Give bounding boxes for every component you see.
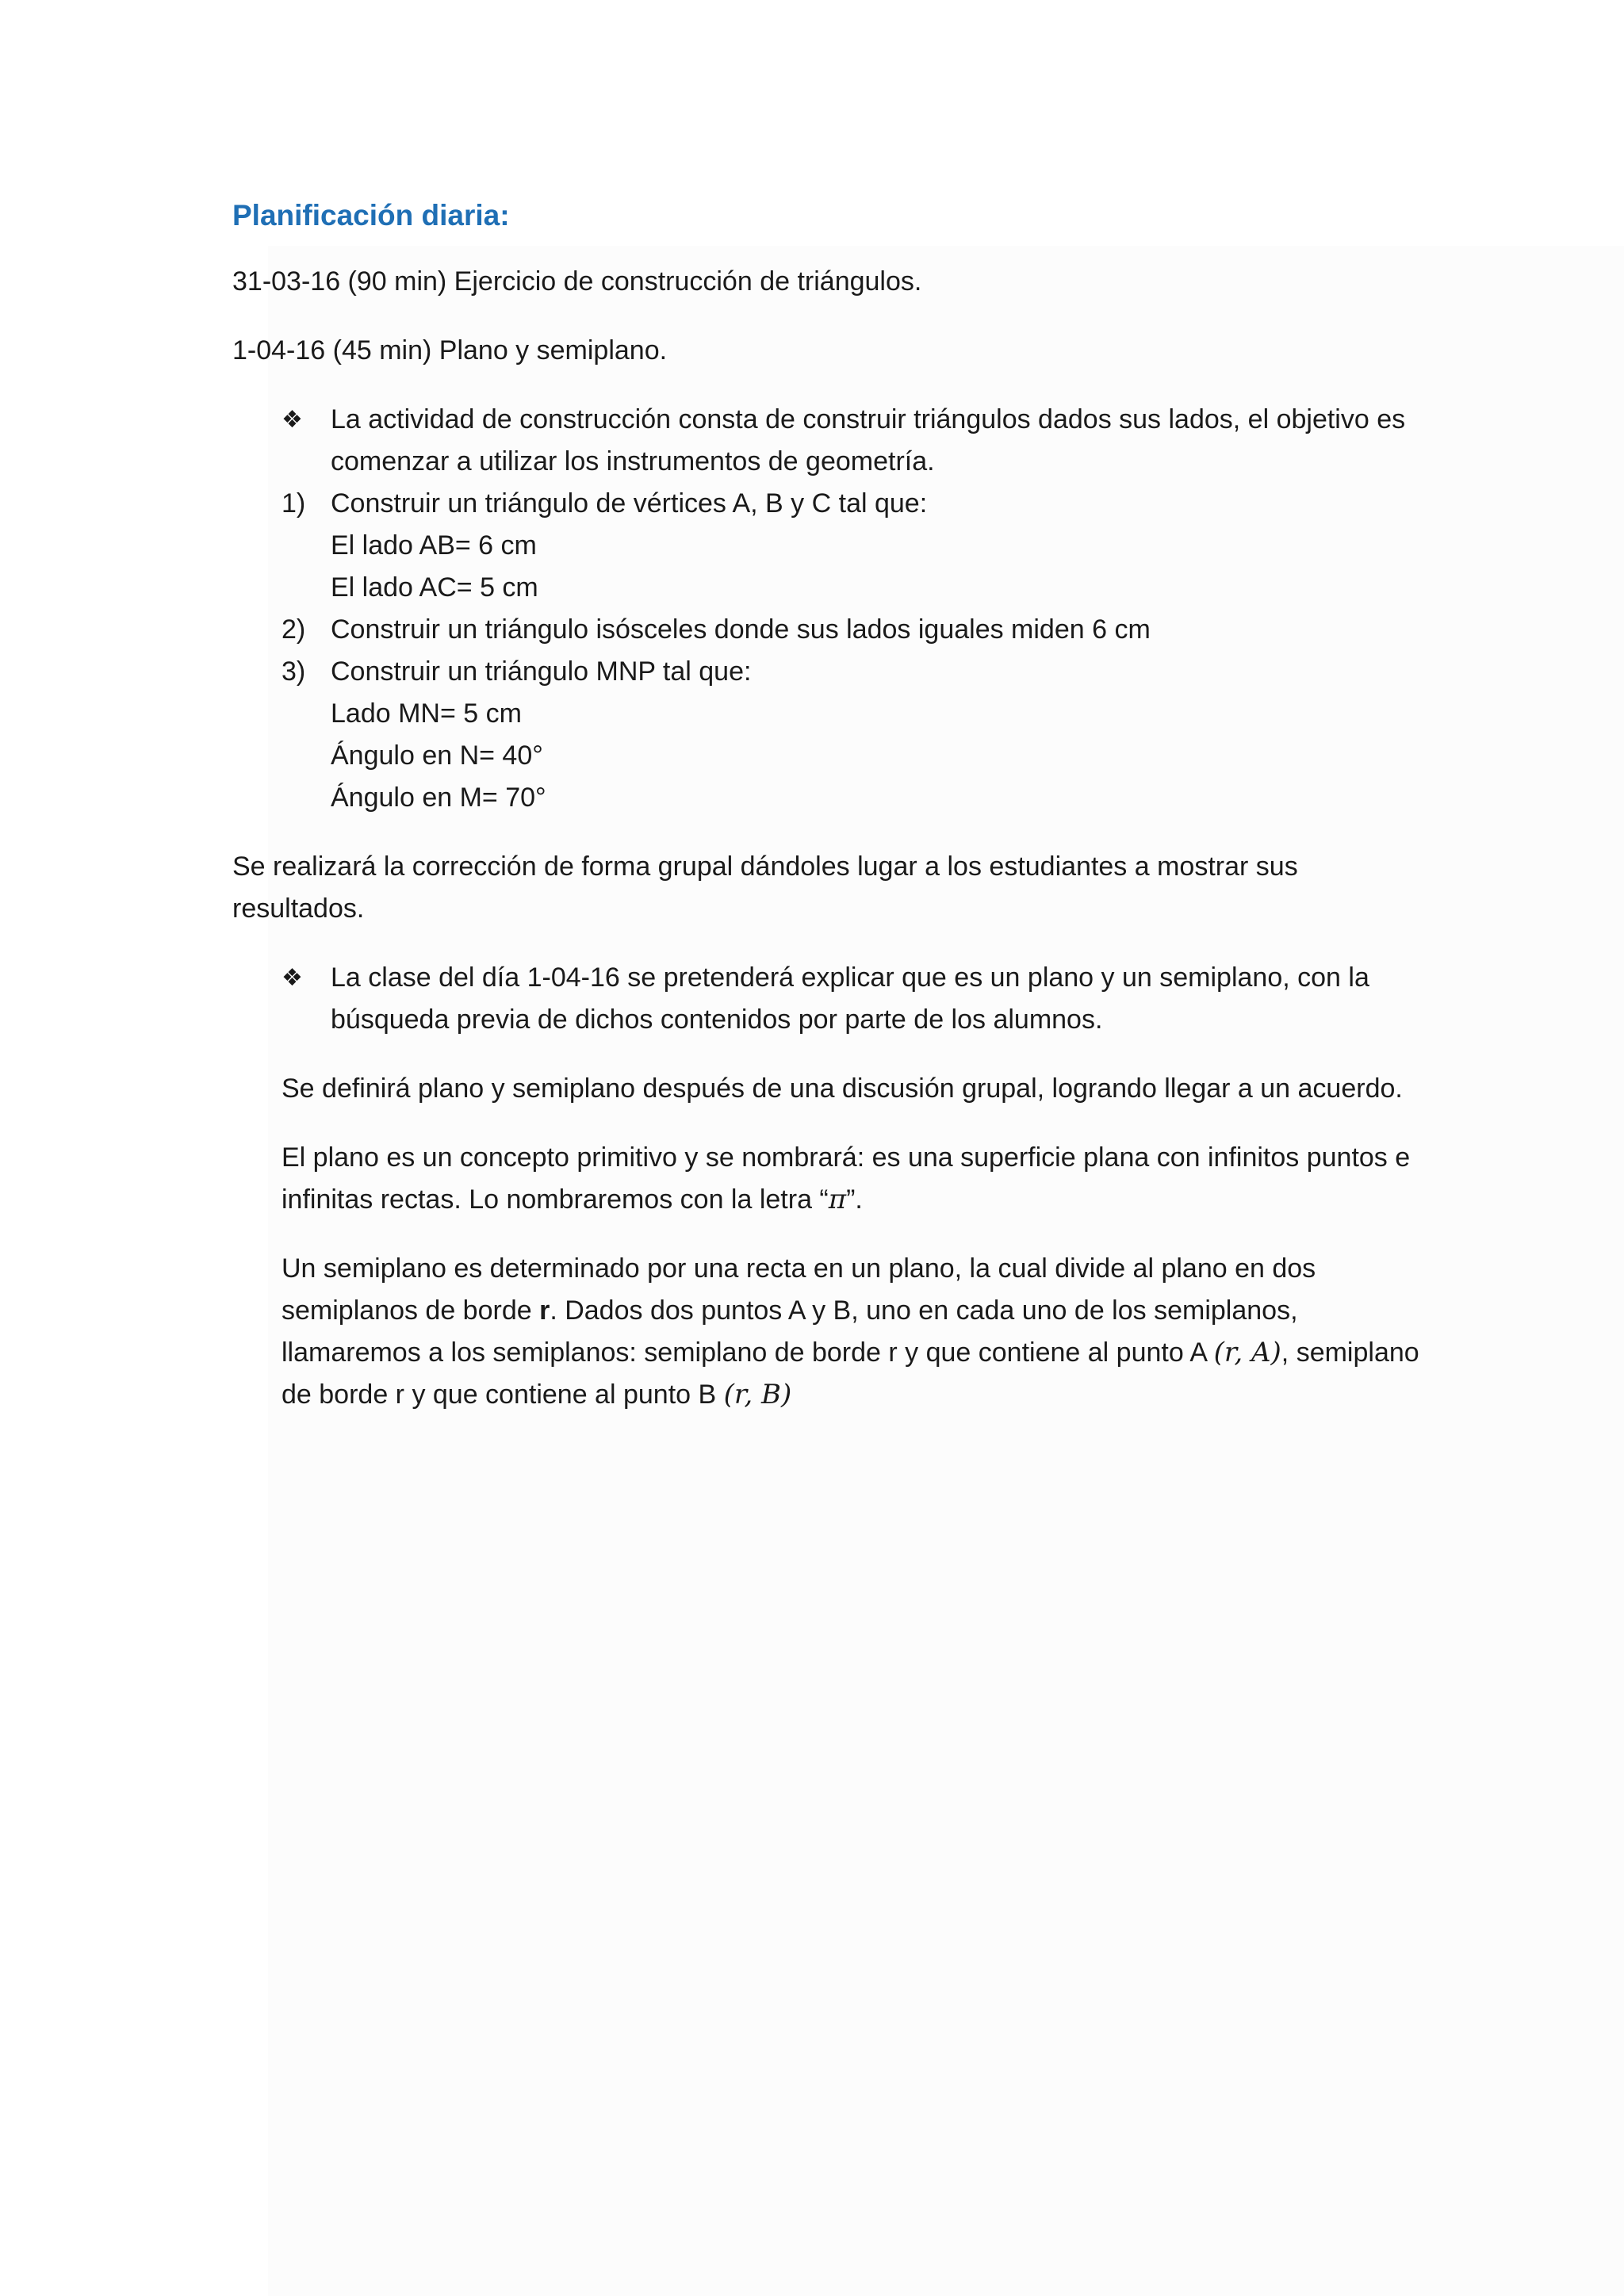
definition-intro-paragraph: Se definirá plano y semiplano después de una discusión grupal, logrando llegar a un acuerdo.	[282, 1073, 1403, 1104]
exercise-detail: El lado AB= 6 cm	[331, 530, 537, 561]
bullet-text: La actividad de construcción consta de construir triángulos dados sus lados, el objetivo es comenzar a utilizar los instrumentos de geometría.	[331, 404, 1406, 476]
exercise-item-3	[232, 651, 1422, 693]
bullet-item-class	[232, 957, 1422, 1041]
activity-list	[232, 399, 1422, 819]
semiplane-text-3: , semiplano de borde r y que contiene al punto B	[282, 1337, 1419, 1410]
schedule-line-1: 31-03-16 (90 min) Ejercicio de construcción de triángulos.	[232, 266, 922, 297]
exercise-detail: Ángulo en N= 40°	[331, 740, 543, 771]
class-bullet-list	[232, 957, 1422, 1041]
correction-paragraph: Se realizará la corrección de forma grupal dándoles lugar a los estudiantes a mostrar sus resultados.	[232, 851, 1298, 924]
schedule-line-2: 1-04-16 (45 min) Plano y semiplano.	[232, 335, 668, 365]
exercise-number: 2)	[282, 614, 306, 645]
semiplane-a-notation: (r, A)	[1213, 1337, 1281, 1368]
plane-definition-paragraph	[232, 1137, 1422, 1221]
pi-symbol: π	[828, 1184, 847, 1215]
bullet-text: La clase del día 1-04-16 se pretenderá explicar que es un plano y un semiplano, con la búsqueda previa de dichos contenidos por parte de los alumnos.	[331, 962, 1369, 1035]
exercise-number: 3)	[282, 656, 306, 687]
semiplane-b-notation: (r, B)	[723, 1379, 792, 1410]
plane-end: ”.	[846, 1184, 863, 1215]
document-page	[232, 194, 1422, 1443]
exercise-detail: Ángulo en M= 70°	[331, 783, 546, 813]
bullet-item-construction	[232, 399, 1422, 483]
plane-text: El plano es un concepto primitivo y se nombrará: es una superficie plana con infinitos puntos e infinitas rectas. Lo nombraremos con la letra “	[282, 1142, 1411, 1215]
semiplane-text-2: . Dados dos puntos A y B, uno en cada uno de los semiplanos, llamaremos a los semiplanos: semiplano de borde r y que contiene al punto A	[282, 1295, 1298, 1368]
semiplane-definition-paragraph	[232, 1248, 1422, 1416]
exercise-item-1	[232, 483, 1422, 525]
exercise-text: Construir un triángulo MNP tal que:	[331, 656, 752, 687]
exercise-detail: El lado AC= 5 cm	[331, 572, 538, 603]
exercise-number: 1)	[282, 488, 306, 519]
diamond-bullet-icon: ❖	[282, 965, 303, 991]
page-title: Planificación diaria:	[232, 199, 510, 232]
exercise-text: Construir un triángulo isósceles donde sus lados iguales miden 6 cm	[331, 614, 1151, 645]
exercise-text: Construir un triángulo de vértices A, B y C tal que:	[331, 488, 928, 519]
semiplane-text-1: Un semiplano es determinado por una recta en un plano, la cual divide al plano en dos semiplanos de borde	[282, 1253, 1316, 1326]
exercise-item-2	[232, 609, 1422, 651]
border-r-bold: r	[539, 1295, 550, 1326]
exercise-detail: Lado MN= 5 cm	[331, 698, 522, 729]
diamond-bullet-icon: ❖	[282, 407, 303, 433]
